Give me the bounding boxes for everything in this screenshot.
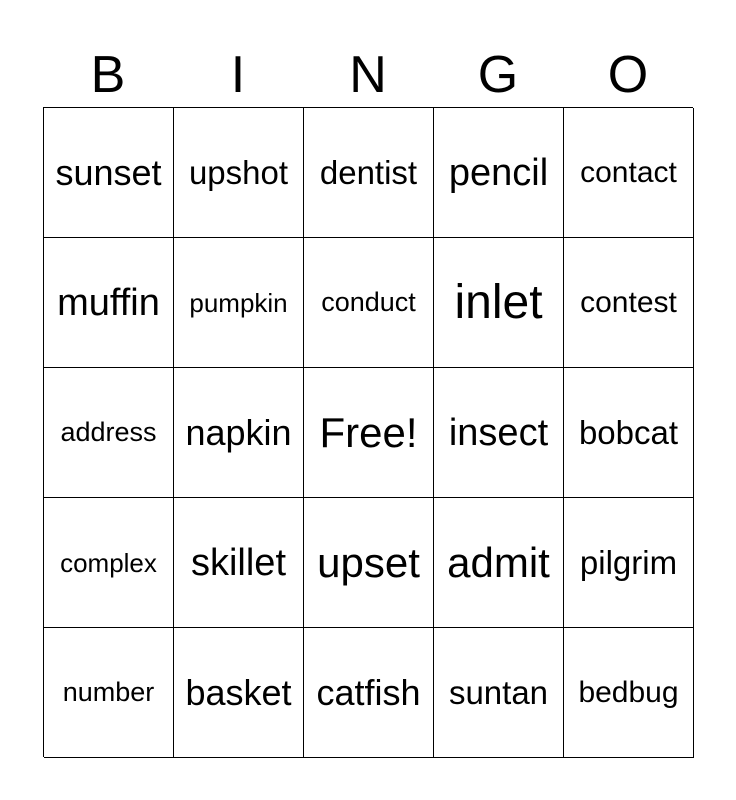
bingo-cell[interactable]: pilgrim [564,498,694,628]
bingo-cell[interactable]: muffin [44,238,174,368]
bingo-cell[interactable]: catfish [304,628,434,758]
bingo-cell[interactable]: basket [174,628,304,758]
bingo-cell[interactable]: insect [434,368,564,498]
header-letter-g: G [477,46,519,104]
bingo-cell[interactable]: upset [304,498,434,628]
header-letter-o: O [607,46,649,104]
bingo-board [43,107,693,757]
bingo-cell[interactable]: bedbug [564,628,694,758]
bingo-cell[interactable]: complex [44,498,174,628]
bingo-cell[interactable]: sunset [44,108,174,238]
bingo-cell[interactable]: number [44,628,174,758]
header-letter-n: N [349,46,387,104]
bingo-cell[interactable]: upshot [174,108,304,238]
bingo-cell[interactable]: pumpkin [174,238,304,368]
bingo-cell[interactable]: skillet [174,498,304,628]
free-space-cell[interactable]: Free! [304,368,434,498]
header-letter-b: B [90,46,126,104]
bingo-cell[interactable]: contest [564,238,694,368]
bingo-cell[interactable]: contact [564,108,694,238]
bingo-cell[interactable]: inlet [434,238,564,368]
bingo-cell[interactable]: admit [434,498,564,628]
bingo-header [43,44,693,106]
bingo-cell[interactable]: address [44,368,174,498]
bingo-cell[interactable]: napkin [174,368,304,498]
bingo-cell[interactable]: conduct [304,238,434,368]
bingo-cell[interactable]: bobcat [564,368,694,498]
bingo-cell[interactable]: dentist [304,108,434,238]
header-letter-i: I [230,46,246,104]
bingo-cell[interactable]: suntan [434,628,564,758]
bingo-cell[interactable]: pencil [434,108,564,238]
